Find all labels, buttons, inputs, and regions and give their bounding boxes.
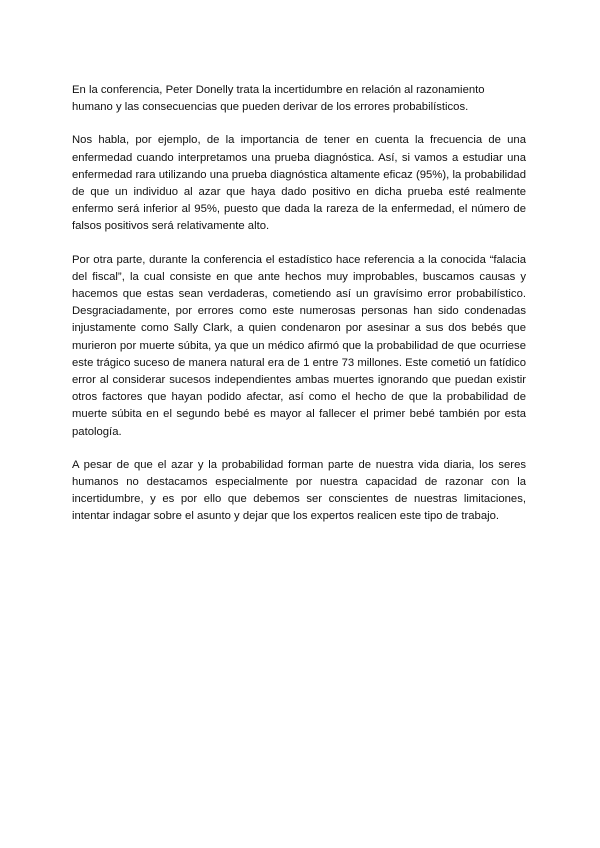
paragraph-diagnostic-test: Nos habla, por ejemplo, de la importancia de tener en cuenta la frecuencia de una enfermedad cuando interpretamos una prueba diagnóstica. Así, si vamos a estudiar una enfermedad rara utilizando una prueba diagnóstica altamente eficaz (95%), la probabilidad de que un individuo al azar que haya dado positivo en dicha prueba esté realmente enfermo será inferior al 95%, puesto que dada la rareza de la enfermedad, el número de falsos positivos será relativamente alto. <box>72 134 526 233</box>
document-body <box>72 82 526 542</box>
paragraph-conclusion: A pesar de que el azar y la probabilidad forman parte de nuestra vida diaria, los seres humanos no destacamos especialmente por nuestra capacidad de razonar con la incertidumbre, y es por ello que debemos ser conscientes de nuestras limitaciones, intentar indagar sobre el asunto y dejar que los expertos realicen este tipo de trabajo. <box>72 458 526 523</box>
paragraph-intro: En la conferencia, Peter Donelly trata la incertidumbre en relación al razonamiento humano y las consecuencias que pueden derivar de los errores probabilísticos. <box>72 84 485 114</box>
paragraph-prosecutor-fallacy: Por otra parte, durante la conferencia el estadístico hace referencia a la conocida “falacia del fiscal”, la cual consiste en que ante hechos muy improbables, buscamos causas y hacemos que estas sean verdaderas, cometiendo así un gravísimo error probabilístico. Desgraciadamente, por errores como este numerosas personas han sido condenadas injustamente como Sally Clark, a quien condenaron por asesinar a sus dos bebés que murieron por muerte súbita, ya que un médico afirmó que la probabilidad de que ocurriese este trágico suceso de manera natural era de 1 entre 73 millones. Este cometió un fatídico error al considerar sucesos independientes ambas muertes ignorando que puedan existir otros factores que hayan podido afectar, así como el hecho de que la probabilidad de muerte súbita en el segundo bebé es mayor al fallecer el primer bebé también por esta patología. <box>72 253 526 438</box>
